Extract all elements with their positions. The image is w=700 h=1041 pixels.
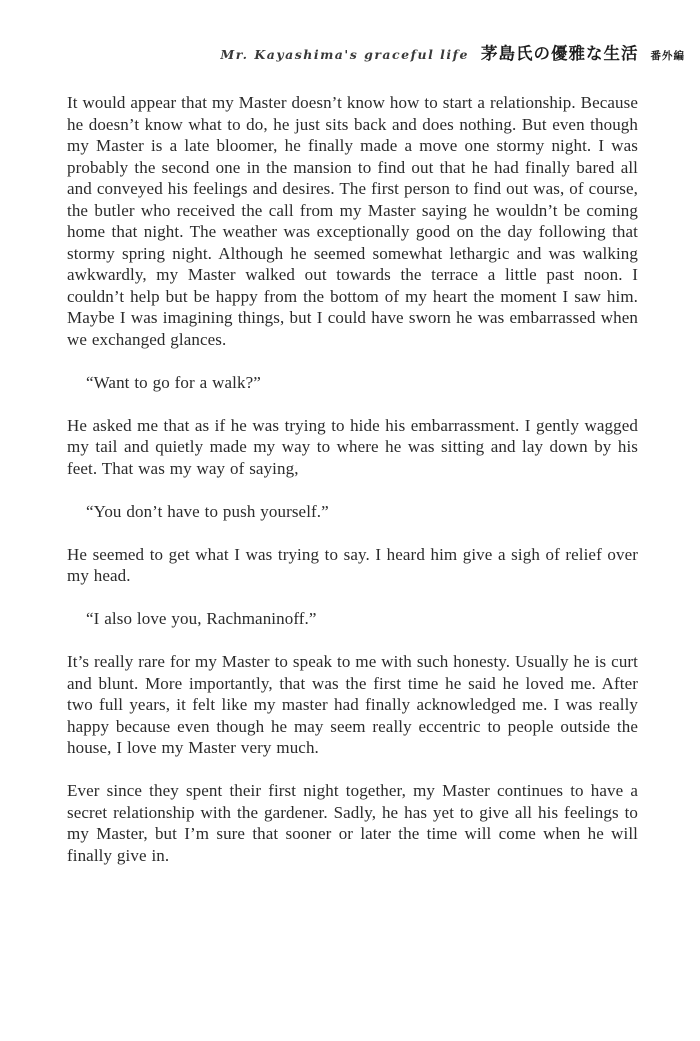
paragraph: He asked me that as if he was trying to hide his embarrassment. I gently wagged my tail and quietly made my way to where he was sitting and lay down by his feet. That was my way of saying, [67,415,638,478]
dialogue-line: “I also love you, Rachmaninoff.” [86,609,317,628]
series-title-japanese: 茅島氏の優雅な生活 [481,44,639,63]
paragraph: He seemed to get what I was trying to say. I heard him give a sigh of relief over my head. [67,544,638,585]
paragraph: It would appear that my Master doesn’t know how to start a relationship. Because he doesn’t know what to do, he just sits back and does nothing. But even though my Master is a late bloomer, he finally made a move one stormy night. I was probably the second one in the mansion to find out that he had finally bared all and conveyed his feelings and desires. The first person to find out was, of course, the butler who received the call from my Master saying he wouldn’t be coming home that night. The weather was exceptionally good on the day following that stormy spring night. Although he seemed somewhat lethargic and was walking awkwardly, my Master walked out towards the terrace a little past noon. I couldn’t help but be happy from the bottom of my heart the moment I saw him. Maybe I was imagining things, but I could have sworn he was embarrassed when we exchanged glances. [67,93,638,349]
running-header [0,40,700,64]
series-title-extra-chapter-label: 番外編 [650,50,685,62]
series-title-english: Mr. Kayashima's graceful life [220,47,469,62]
story-text-block [67,92,638,866]
paragraph: Ever since they spent their first night together, my Master continues to have a secret relationship with the gardener. Sadly, he has yet to give all his feelings to my Master, but I’m sure that sooner or later the time will come when he will finally give in. [67,781,638,865]
dialogue-line: “You don’t have to push yourself.” [86,501,329,521]
paragraph: It’s really rare for my Master to speak to me with such honesty. Usually he is curt and blunt. More importantly, that was the first time he said he loved me. After two full years, it felt like my master had finally acknowledged me. I was really happy because even though he may seem really eccentric to people outside the house, I love my Master very much. [67,652,638,757]
dialogue-line: “Want to go for a walk?” [86,372,261,392]
